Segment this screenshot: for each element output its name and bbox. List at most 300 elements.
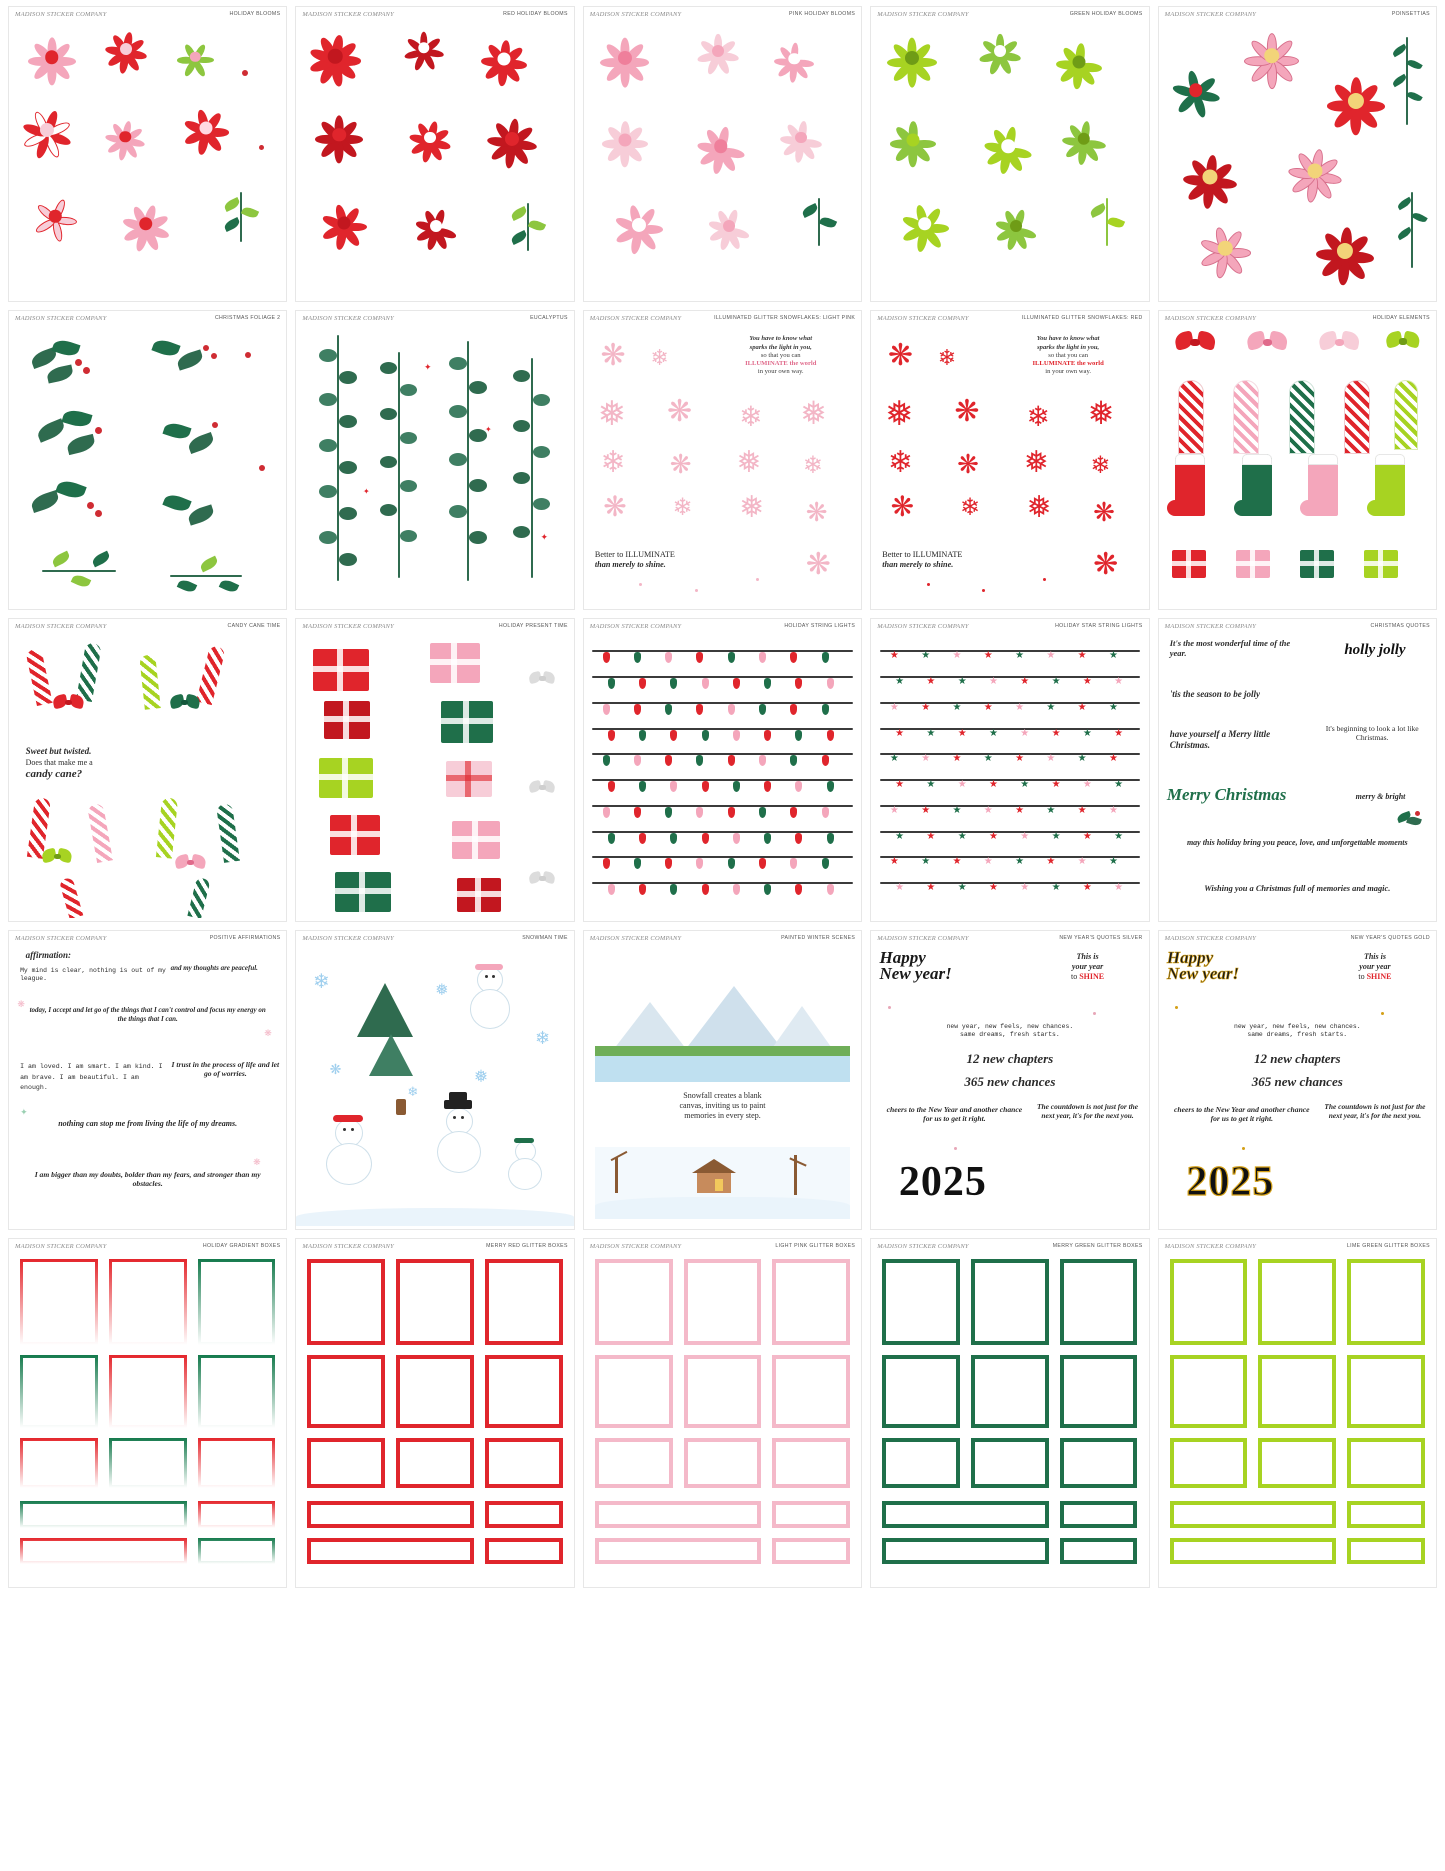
snowflake-accent: ❋ bbox=[253, 1157, 261, 1168]
glitter-box bbox=[1060, 1438, 1138, 1488]
affirmation-mind-clear: My mind is clear, nothing is out of my league. bbox=[20, 966, 166, 982]
flower-sticker bbox=[20, 103, 74, 157]
sheet-header bbox=[296, 311, 573, 324]
gift-sticker bbox=[313, 649, 369, 691]
brand-logo: MADISON STICKER COMPANY bbox=[877, 315, 969, 322]
candy-cane-sticker bbox=[216, 803, 240, 863]
quote-line-3: so that you can bbox=[1048, 351, 1088, 359]
sheet-title: PAINTED WINTER SCENES bbox=[781, 935, 856, 942]
footer-line-1: Better to ILLUMINATE bbox=[594, 549, 675, 559]
sticker-sheet-poinsettias[interactable] bbox=[1158, 6, 1437, 302]
pine-tree-sticker bbox=[369, 1034, 413, 1076]
star-string-light-row: ★ ★ ★ ★ ★ ★ ★ ★ bbox=[880, 746, 1141, 766]
sheet-artwork bbox=[296, 1252, 573, 1584]
glitter-bar bbox=[485, 1538, 563, 1565]
quote-most-wonderful-time: It's the most wonderful time of the year. bbox=[1169, 637, 1291, 659]
new-chances: 365 new chances bbox=[1251, 1073, 1343, 1089]
bow-sticker bbox=[1386, 332, 1420, 354]
leaf-branch bbox=[170, 555, 248, 599]
sticker-sheet-pink-holiday-blooms[interactable] bbox=[583, 6, 862, 302]
glitter-box bbox=[307, 1438, 385, 1488]
glitter-speck bbox=[1043, 578, 1046, 581]
gradient-box bbox=[109, 1259, 187, 1345]
snowflake-sticker: ❅ bbox=[739, 491, 765, 525]
glitter-box bbox=[595, 1355, 673, 1428]
happy-new-year-silver bbox=[879, 947, 1030, 983]
sticker-sheet-painted-winter-scenes[interactable] bbox=[583, 930, 862, 1230]
snowflake-sticker: ❅ bbox=[736, 446, 762, 480]
sticker-sheet-holiday-present-time[interactable] bbox=[295, 618, 574, 922]
glitter-box bbox=[971, 1438, 1049, 1488]
candy-cane-sticker bbox=[76, 642, 102, 702]
brand-logo: MADISON STICKER COMPANY bbox=[1164, 315, 1257, 322]
bow-sticker bbox=[175, 855, 205, 873]
holly-sprig bbox=[31, 482, 109, 542]
sticker-sheet-new-years-quotes-gold[interactable] bbox=[1158, 930, 1437, 1230]
sheet-artwork bbox=[871, 632, 1148, 918]
sticker-sheet-holiday-string-lights[interactable] bbox=[583, 618, 862, 922]
sheet-header bbox=[584, 311, 861, 324]
sheet-header bbox=[9, 311, 286, 324]
sheet-artwork bbox=[296, 632, 573, 918]
gradient-box bbox=[20, 1438, 98, 1488]
quote-line-2: sparks the light in you, bbox=[749, 343, 812, 351]
leaf-sprig bbox=[1088, 198, 1132, 250]
sticker-sheet-holiday-blooms[interactable] bbox=[8, 6, 287, 302]
sheet-title: HOLIDAY STAR STRING LIGHTS bbox=[1055, 623, 1143, 630]
footer-line-2: than merely to shine. bbox=[882, 559, 954, 569]
glitter-speck bbox=[1242, 1147, 1245, 1150]
flower-sticker bbox=[612, 198, 666, 252]
glitter-speck bbox=[639, 583, 642, 586]
gift-sticker bbox=[1300, 550, 1334, 578]
gradient-bar bbox=[198, 1501, 276, 1528]
sticker-sheet-red-holiday-blooms[interactable] bbox=[295, 6, 574, 302]
glitter-box bbox=[1060, 1355, 1138, 1428]
sticker-sheet-eucalyptus[interactable] bbox=[295, 310, 574, 610]
brand-logo: MADISON STICKER COMPANY bbox=[15, 623, 107, 630]
holly-sprig bbox=[31, 341, 101, 401]
sheet-header bbox=[9, 931, 286, 944]
stocking-sticker bbox=[1175, 454, 1205, 516]
berry bbox=[245, 352, 251, 358]
glitter-box bbox=[684, 1259, 762, 1345]
quote-line-2: Does that make me a bbox=[25, 757, 93, 767]
brand-logo: MADISON STICKER COMPANY bbox=[589, 623, 682, 630]
gradient-box bbox=[109, 1355, 187, 1428]
snowflake-sticker: ❋ bbox=[669, 448, 692, 479]
snowflake-accent: ❅ bbox=[473, 1067, 489, 1087]
berry bbox=[259, 145, 264, 150]
sticker-sheet-merry-red-glitter-boxes[interactable] bbox=[295, 1238, 574, 1588]
to-shine: to SHINE bbox=[1070, 972, 1105, 982]
holly-sprig bbox=[153, 335, 223, 397]
leaf-branch bbox=[42, 550, 122, 594]
quote-line-3: memories in every step. bbox=[684, 1110, 761, 1120]
brand-logo: MADISON STICKER COMPANY bbox=[302, 1243, 394, 1250]
gradient-box bbox=[198, 1438, 276, 1488]
snowflake-sticker: ❋ bbox=[957, 448, 979, 479]
brand-logo: MADISON STICKER COMPANY bbox=[589, 315, 682, 322]
candy-cane-sticker bbox=[59, 877, 83, 918]
gradient-box bbox=[198, 1355, 276, 1428]
gift-sticker bbox=[330, 815, 380, 855]
gift-sticker bbox=[1236, 550, 1270, 578]
quote-wishing-you-christmas: Wishing you a Christmas full of memories and magic. bbox=[1204, 883, 1391, 893]
sheet-title: ILLUMINATED GLITTER SNOWFLAKES: LIGHT PINK bbox=[714, 315, 856, 322]
countdown-quote: The countdown is not just for the next year, it's for the next you. bbox=[1037, 1101, 1139, 1121]
snowflake-sticker: ❄ bbox=[1026, 400, 1050, 432]
stocking-sticker bbox=[1375, 454, 1405, 516]
brand-logo: MADISON STICKER COMPANY bbox=[1164, 11, 1257, 18]
sheet-header bbox=[296, 931, 573, 944]
star-string-light-row: ★ ★ ★ ★ ★ ★ ★ ★ bbox=[880, 875, 1141, 895]
sheet-artwork bbox=[871, 20, 1148, 298]
affirmation-thoughts-peaceful: and my thoughts are peaceful. bbox=[170, 963, 258, 972]
snowflake-footer-quote bbox=[595, 550, 789, 571]
stocking-sticker bbox=[1242, 454, 1272, 516]
new-year-word: New year! bbox=[879, 963, 952, 983]
string-light-row bbox=[592, 849, 853, 869]
snowflake-accent: ❄ bbox=[313, 971, 330, 994]
brand-logo: MADISON STICKER COMPANY bbox=[877, 1243, 969, 1250]
flower-sticker bbox=[1054, 37, 1104, 87]
gradient-bar bbox=[20, 1538, 186, 1565]
snowflake-accent: ❋ bbox=[264, 1027, 272, 1038]
new-chances: 365 new chances bbox=[964, 1073, 1056, 1089]
glitter-box bbox=[396, 1259, 474, 1345]
snowman-sticker bbox=[507, 1141, 541, 1189]
glitter-box bbox=[1347, 1438, 1425, 1488]
sticker-sheet-candy-cane-time[interactable] bbox=[8, 618, 287, 922]
sheet-header bbox=[1159, 619, 1436, 632]
tagline-line-2: same dreams, fresh starts. bbox=[960, 1030, 1060, 1038]
sticker-sheet-green-holiday-blooms[interactable] bbox=[870, 6, 1149, 302]
glitter-box bbox=[1258, 1438, 1336, 1488]
holly-sprig bbox=[37, 409, 117, 469]
happy-word: Happy bbox=[1166, 947, 1214, 967]
snowflake-accent: ❄ bbox=[534, 1027, 551, 1048]
sheet-artwork bbox=[584, 20, 861, 298]
star-string-light-row: ★ ★ ★ ★ ★ ★ ★ ★ bbox=[880, 721, 1141, 741]
candy-cane-sticker bbox=[156, 797, 178, 858]
sticker-sheet-glitter-snowflakes-light-pink[interactable] bbox=[583, 310, 862, 610]
flower-sticker bbox=[598, 31, 652, 85]
glitter-box bbox=[1347, 1259, 1425, 1345]
snowflake-sticker: ❄ bbox=[600, 446, 626, 480]
happy-word: Happy bbox=[879, 947, 926, 967]
string-light-row bbox=[592, 695, 853, 715]
tagline-line-1: new year, new feels, new chances. bbox=[1233, 1022, 1361, 1030]
glitter-box bbox=[971, 1355, 1049, 1428]
sheet-artwork bbox=[9, 20, 286, 298]
sheet-title: HOLIDAY GRADIENT BOXES bbox=[202, 1243, 281, 1250]
sticker-sheet-holiday-elements[interactable] bbox=[1158, 310, 1437, 610]
sticker-sheet-holiday-star-string-lights[interactable] bbox=[870, 618, 1149, 922]
snowflake-sticker: ❅ bbox=[800, 395, 827, 432]
sticker-sheet-holiday-gradient-boxes[interactable] bbox=[8, 1238, 287, 1588]
sheet-header bbox=[871, 311, 1148, 324]
glitter-box bbox=[772, 1355, 850, 1428]
quote-tis-the-season: 'tis the season to be jolly bbox=[1169, 689, 1260, 700]
glitter-bar bbox=[307, 1501, 473, 1528]
candy-cane-sticker bbox=[139, 654, 161, 709]
quote-line-4: ILLUMINATE the world bbox=[745, 359, 817, 367]
quote-line-4: ILLUMINATE the world bbox=[1032, 359, 1104, 367]
berry bbox=[259, 465, 265, 471]
gradient-bar bbox=[198, 1538, 276, 1565]
sheet-header bbox=[871, 619, 1148, 632]
brand-logo: MADISON STICKER COMPANY bbox=[1164, 1243, 1257, 1250]
poinsettia-sticker bbox=[1181, 148, 1239, 206]
quote-line-3: candy cane? bbox=[25, 767, 83, 780]
holly-sprig bbox=[164, 488, 234, 546]
quote-line-3: so that you can bbox=[760, 351, 801, 359]
flower-sticker bbox=[1060, 115, 1108, 163]
sticker-sheet-merry-green-glitter-boxes[interactable] bbox=[870, 1238, 1149, 1588]
glitter-bar bbox=[1170, 1538, 1336, 1565]
brand-logo: MADISON STICKER COMPANY bbox=[302, 935, 394, 942]
brand-logo: MADISON STICKER COMPANY bbox=[589, 11, 682, 18]
quote-have-yourself-merry-little: have yourself a Merry little Christmas. bbox=[1169, 729, 1271, 751]
flower-sticker bbox=[103, 26, 149, 72]
gift-sticker bbox=[335, 872, 391, 912]
affirmation-trust-process: I trust in the process of life and let go of worries. bbox=[171, 1059, 280, 1079]
glitter-speck bbox=[982, 589, 985, 592]
quote-line-5: in your own way. bbox=[757, 368, 804, 376]
flower-sticker bbox=[307, 28, 363, 84]
gift-sticker bbox=[1172, 550, 1206, 578]
snowflake-sticker: ❋ bbox=[890, 491, 915, 523]
snowflake-quote-block bbox=[993, 335, 1143, 376]
glitter-box bbox=[882, 1259, 960, 1345]
sheet-artwork bbox=[1159, 944, 1436, 1226]
sticker-sheet-glitter-snowflakes-red[interactable] bbox=[870, 310, 1149, 610]
snowflake-sticker: ❋ bbox=[805, 547, 831, 581]
sheet-artwork bbox=[9, 324, 286, 606]
snowflake-sticker: ❄ bbox=[887, 446, 913, 480]
happy-new-year-gold bbox=[1166, 947, 1317, 983]
gift-sticker bbox=[319, 758, 373, 798]
mountain-scene bbox=[595, 972, 850, 1082]
quote-may-this-holiday: may this holiday bring you peace, love, and unforgettable moments bbox=[1186, 837, 1408, 847]
footer-line-1: Better to ILLUMINATE bbox=[882, 549, 963, 559]
glitter-bar bbox=[1347, 1538, 1425, 1565]
sheet-title: CANDY CANE TIME bbox=[227, 623, 281, 630]
candy-cane-sticker bbox=[26, 648, 53, 706]
string-light-row bbox=[592, 798, 853, 818]
tagline-line-2: same dreams, fresh starts. bbox=[1247, 1030, 1348, 1038]
affirmation-i-am-list: I am loved. I am smart. I am kind. I am brave. I am beautiful. I am enough. bbox=[20, 1063, 163, 1091]
string-light-row bbox=[592, 772, 853, 792]
glitter-bar bbox=[595, 1538, 761, 1565]
glitter-box bbox=[485, 1259, 563, 1345]
string-light-row bbox=[592, 669, 853, 689]
snowflake-quote-block bbox=[706, 335, 856, 376]
sheet-header bbox=[1159, 311, 1436, 324]
flower-sticker bbox=[706, 203, 752, 249]
this-is: This is bbox=[1363, 952, 1386, 962]
quote-line-1: Sweet but twisted. bbox=[25, 746, 92, 757]
glitter-bar bbox=[1347, 1501, 1425, 1528]
year-2025-silver: 2025 bbox=[898, 1159, 987, 1206]
sheet-artwork bbox=[584, 944, 861, 1226]
candy-cane-sticker bbox=[87, 803, 113, 863]
sheet-header bbox=[871, 931, 1148, 944]
flower-sticker bbox=[885, 31, 939, 85]
gradient-box bbox=[198, 1259, 276, 1345]
snowflake-sticker: ❋ bbox=[1093, 496, 1115, 527]
sheet-title: NEW YEAR'S QUOTES SILVER bbox=[1059, 935, 1143, 942]
brand-logo: MADISON STICKER COMPANY bbox=[877, 623, 969, 630]
glitter-speck bbox=[954, 1147, 957, 1150]
snowflake-sticker: ❋ bbox=[603, 491, 627, 523]
year-2025-gold: 2025 bbox=[1186, 1159, 1275, 1206]
glitter-box bbox=[882, 1355, 960, 1428]
snowflake-sticker: ❅ bbox=[1087, 395, 1115, 432]
leaf-sprig bbox=[800, 198, 844, 250]
star-accent: ✦ bbox=[362, 486, 370, 496]
sheet-title: RED HOLIDAY BLOOMS bbox=[503, 11, 568, 18]
tagline-line-1: new year, new feels, new chances. bbox=[946, 1022, 1074, 1030]
flower-sticker bbox=[993, 203, 1039, 249]
snowflake-sticker: ❋ bbox=[667, 395, 693, 429]
snowman-sticker bbox=[435, 1108, 481, 1174]
holly-sprig bbox=[164, 414, 238, 472]
this-is-your-year-block bbox=[1032, 952, 1143, 982]
sticker-sheet-snowman-time[interactable] bbox=[295, 930, 574, 1230]
flower-sticker bbox=[977, 28, 1023, 74]
sheet-title: EUCALYPTUS bbox=[530, 315, 568, 322]
flower-sticker bbox=[888, 115, 938, 165]
sheet-artwork bbox=[9, 1252, 286, 1584]
snowflake-sticker: ❋ bbox=[954, 395, 980, 429]
sheet-header bbox=[584, 1239, 861, 1252]
sheet-title: LIGHT PINK GLITTER BOXES bbox=[775, 1243, 856, 1250]
glitter-box bbox=[1347, 1355, 1425, 1428]
snowflake-sticker: ❅ bbox=[597, 395, 627, 434]
glitter-box bbox=[684, 1355, 762, 1428]
sheet-artwork bbox=[871, 324, 1148, 606]
sticker-sheet-lime-green-glitter-boxes[interactable] bbox=[1158, 1238, 1437, 1588]
quote-merry-christmas: Merry Christmas bbox=[1166, 785, 1287, 805]
sticker-sheet-light-pink-glitter-boxes[interactable] bbox=[583, 1238, 862, 1588]
flower-sticker bbox=[413, 203, 459, 249]
sheet-title: MERRY RED GLITTER BOXES bbox=[486, 1243, 568, 1250]
brand-logo: MADISON STICKER COMPANY bbox=[1164, 935, 1257, 942]
star-string-light-row: ★ ★ ★ ★ ★ ★ ★ ★ bbox=[880, 643, 1141, 663]
glitter-box bbox=[882, 1438, 960, 1488]
snowflake-accent: ❋ bbox=[17, 999, 25, 1010]
sheet-title: NEW YEAR'S QUOTES GOLD bbox=[1350, 935, 1430, 942]
star-string-light-row: ★ ★ ★ ★ ★ ★ ★ ★ bbox=[880, 824, 1141, 844]
your-year: your year bbox=[1071, 962, 1104, 972]
snowflake-sticker: ❋ bbox=[887, 338, 913, 372]
string-light-row bbox=[592, 824, 853, 844]
glitter-bar bbox=[772, 1501, 850, 1528]
glitter-box bbox=[485, 1438, 563, 1488]
gift-sticker bbox=[430, 643, 480, 683]
snowflake-sticker: ❅ bbox=[1026, 491, 1052, 525]
glitter-box bbox=[1170, 1259, 1248, 1345]
sticker-sheet-christmas-quotes[interactable] bbox=[1158, 618, 1437, 922]
sheet-artwork bbox=[584, 1252, 861, 1584]
sheet-title: LIME GREEN GLITTER BOXES bbox=[1346, 1243, 1430, 1250]
sheet-title: CHRISTMAS FOLIAGE 2 bbox=[214, 315, 281, 322]
quote-line-5: in your own way. bbox=[1045, 368, 1091, 376]
bow-sticker bbox=[42, 849, 72, 867]
quote-merry-and-bright: merry & bright bbox=[1355, 792, 1406, 802]
berry bbox=[242, 70, 248, 76]
glitter-bar bbox=[485, 1501, 563, 1528]
quote-line-2: sparks the light in you, bbox=[1037, 343, 1100, 351]
glitter-bar bbox=[1170, 1501, 1336, 1528]
sticker-sheet-positive-affirmations[interactable] bbox=[8, 930, 287, 1230]
snowflake-sticker: ❄ bbox=[650, 344, 669, 370]
glitter-box bbox=[1258, 1259, 1336, 1345]
sticker-sheet-new-years-quotes-silver[interactable] bbox=[870, 930, 1149, 1230]
candy-cane-sticker bbox=[1289, 380, 1315, 454]
candy-cane-quote bbox=[26, 746, 265, 781]
brand-logo: MADISON STICKER COMPANY bbox=[15, 11, 107, 18]
gift-sticker bbox=[324, 701, 370, 739]
leaf-sprig bbox=[220, 192, 266, 246]
sticker-sheet-christmas-foliage-2[interactable] bbox=[8, 310, 287, 610]
glitter-box bbox=[595, 1438, 673, 1488]
tree-trunk bbox=[396, 1099, 406, 1115]
pine-sprig bbox=[1392, 37, 1422, 127]
affirmation-bigger-than-doubts: I am bigger than my doubts, bolder than my fears, and stronger than my obstacles. bbox=[34, 1169, 261, 1189]
glitter-box bbox=[772, 1438, 850, 1488]
snowflake-sticker: ❅ bbox=[1023, 446, 1049, 480]
star-string-light-row: ★ ★ ★ ★ ★ ★ ★ ★ bbox=[880, 849, 1141, 869]
glitter-box bbox=[1170, 1438, 1248, 1488]
sheet-title: POINSETTIAS bbox=[1391, 11, 1430, 18]
sheet-header bbox=[1159, 7, 1436, 20]
sheet-artwork bbox=[296, 324, 573, 606]
affirmation-nothing-can-stop: nothing can stop me from living the life of my dreams. bbox=[58, 1118, 238, 1128]
string-light-row bbox=[592, 875, 853, 895]
snow-ground bbox=[296, 1208, 573, 1226]
flower-sticker bbox=[695, 28, 741, 74]
flower-sticker bbox=[600, 115, 650, 165]
pine-tree-sticker bbox=[357, 983, 413, 1037]
flower-sticker bbox=[181, 103, 231, 153]
stocking-sticker bbox=[1308, 454, 1338, 516]
sheet-header bbox=[296, 7, 573, 20]
gradient-box bbox=[20, 1259, 98, 1345]
gift-sticker bbox=[446, 761, 492, 797]
sheet-header bbox=[1159, 1239, 1436, 1252]
brand-logo: MADISON STICKER COMPANY bbox=[15, 315, 107, 322]
sheet-title: HOLIDAY ELEMENTS bbox=[1372, 315, 1430, 322]
new-chapters: 12 new chapters bbox=[966, 1051, 1054, 1067]
bow-sticker bbox=[1319, 332, 1359, 356]
brand-logo: MADISON STICKER COMPANY bbox=[877, 935, 969, 942]
brand-logo: MADISON STICKER COMPANY bbox=[589, 935, 682, 942]
snowflake-sticker: ❄ bbox=[1090, 451, 1111, 479]
flower-sticker bbox=[772, 37, 816, 81]
flower-sticker bbox=[982, 120, 1034, 172]
gift-sticker bbox=[1364, 550, 1398, 578]
glitter-bar bbox=[307, 1538, 473, 1565]
flower-sticker bbox=[407, 115, 453, 161]
glitter-speck bbox=[1381, 1012, 1384, 1015]
poinsettia-sticker bbox=[1197, 220, 1253, 276]
sheet-header bbox=[296, 1239, 573, 1252]
sheet-title: ILLUMINATED GLITTER SNOWFLAKES: RED bbox=[1021, 315, 1143, 322]
new-year-tagline bbox=[885, 1023, 1135, 1039]
